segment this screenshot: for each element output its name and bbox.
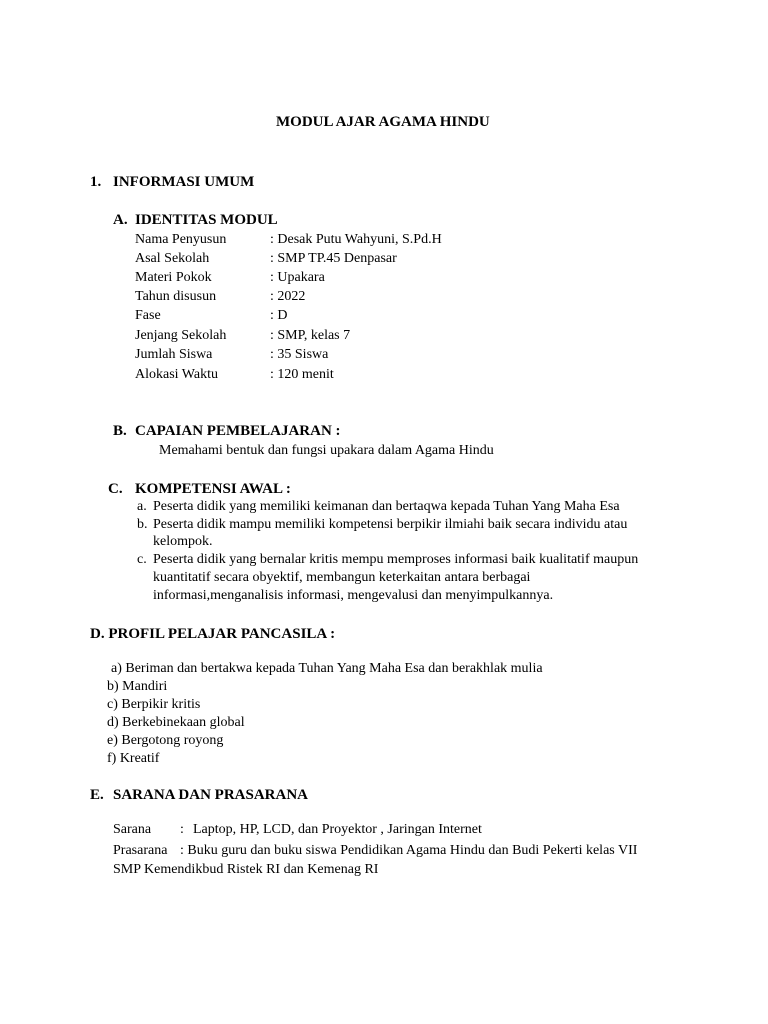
identitas-key: Nama Penyusun [135, 232, 227, 247]
list-item-continued: informasi,menganalisis informasi, mengevalusi dan menyimpulkannya. [153, 588, 554, 603]
subsection-letter-c: C. [108, 481, 123, 497]
identitas-key: Asal Sekolah [135, 251, 210, 266]
identitas-value: : 120 menit [270, 367, 334, 382]
identitas-value: : SMP, kelas 7 [270, 328, 351, 343]
list-item-continued: kuantitatif secara obyektif, membangun keterkaitan antara berbagai [153, 570, 531, 585]
section-heading-sarana: SARANA DAN PRASARANA [113, 787, 309, 803]
identitas-key: Jenjang Sekolah [135, 328, 227, 343]
prasarana-value-continued: SMP Kemendikbud Ristek RI dan Kemenag RI [113, 862, 379, 877]
identitas-key: Materi Pokok [135, 270, 212, 285]
identitas-value: : Desak Putu Wahyuni, S.Pd.H [270, 232, 442, 247]
page-title: MODUL AJAR AGAMA HINDU [276, 114, 490, 130]
identitas-value: : 35 Siswa [270, 347, 329, 362]
list-item: e) Bergotong royong [107, 733, 224, 748]
section-heading-informasi-umum: INFORMASI UMUM [113, 174, 255, 190]
list-marker: a. [137, 499, 147, 514]
subsection-letter-a: A. [113, 212, 128, 228]
prasarana-value: : Buku guru dan buku siswa Pendidikan Agama Hindu dan Budi Pekerti kelas VII [180, 843, 638, 858]
identitas-value: : 2022 [270, 289, 306, 304]
subsection-heading-capaian: CAPAIAN PEMBELAJARAN : [135, 423, 341, 439]
sarana-key: Sarana [113, 822, 152, 837]
sarana-separator: : [180, 822, 184, 837]
capaian-text: Memahami bentuk dan fungsi upakara dalam Agama Hindu [159, 443, 494, 458]
list-item: Peserta didik yang bernalar kritis mempu memproses informasi baik kualitatif maupun [153, 552, 639, 567]
list-item: b) Mandiri [107, 679, 168, 694]
prasarana-key: Prasarana [113, 843, 168, 858]
identitas-key: Tahun disusun [135, 289, 217, 304]
subsection-heading-identitas: IDENTITAS MODUL [135, 212, 278, 228]
list-item: d) Berkebinekaan global [107, 715, 245, 730]
identitas-value: : D [270, 308, 288, 323]
list-marker: b. [137, 517, 148, 532]
list-item-continued: kelompok. [153, 534, 213, 549]
subsection-letter-e: E. [90, 787, 104, 803]
list-item: Peserta didik yang memiliki keimanan dan bertaqwa kepada Tuhan Yang Maha Esa [153, 499, 620, 514]
list-item: c) Berpikir kritis [107, 697, 201, 712]
subsection-heading-kompetensi: KOMPETENSI AWAL : [135, 481, 291, 497]
section-number: 1. [90, 174, 102, 190]
list-marker: c. [137, 552, 147, 567]
list-item: a) Beriman dan bertakwa kepada Tuhan Yang Maha Esa dan berakhlak mulia [111, 661, 543, 676]
list-item: Peserta didik mampu memiliki kompetensi berpikir ilmiahi baik secara individu atau [153, 517, 628, 532]
identitas-key: Alokasi Waktu [135, 367, 218, 382]
identitas-value: : Upakara [270, 270, 325, 285]
identitas-key: Fase [135, 308, 161, 323]
section-heading-profil: D. PROFIL PELAJAR PANCASILA : [90, 626, 336, 642]
sarana-value: Laptop, HP, LCD, dan Proyektor , Jaringan Internet [193, 822, 482, 837]
subsection-letter-b: B. [113, 423, 127, 439]
list-item: f) Kreatif [107, 751, 160, 766]
identitas-key: Jumlah Siswa [135, 347, 213, 362]
identitas-value: : SMP TP.45 Denpasar [270, 251, 397, 266]
